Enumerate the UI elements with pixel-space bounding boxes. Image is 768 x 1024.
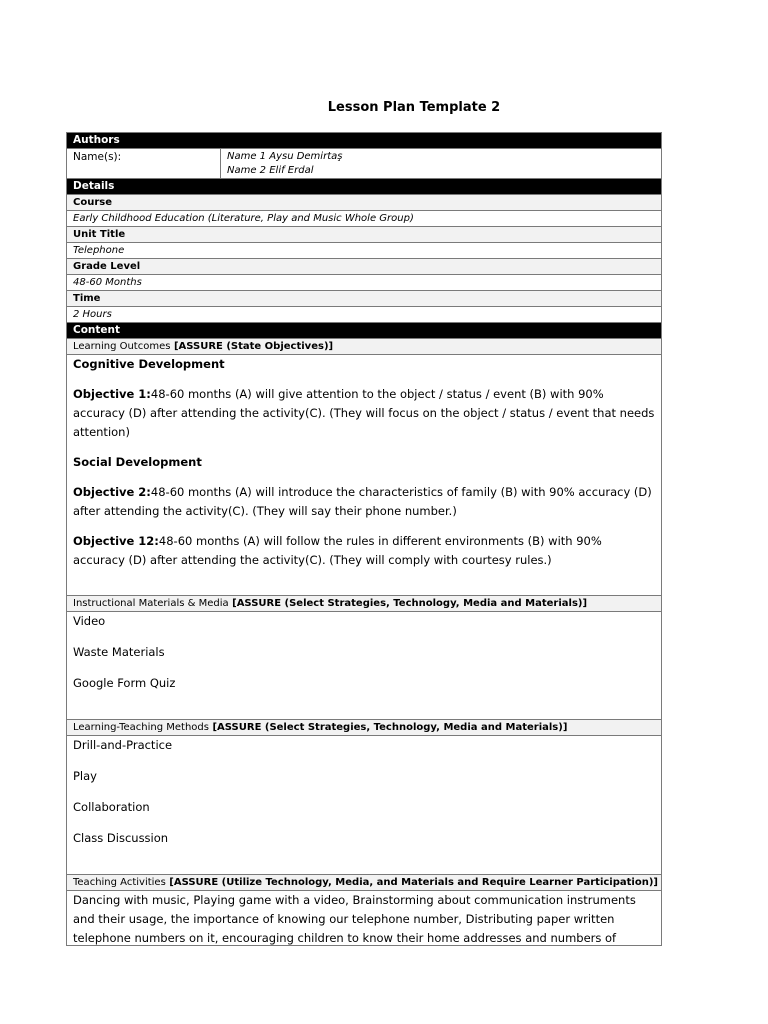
- social-heading: Social Development: [73, 455, 202, 469]
- course-value: Early Childhood Education (Literature, Play and Music Whole Group): [67, 211, 661, 227]
- activities-header: [67, 875, 661, 891]
- unit-title-label: Unit Title: [67, 227, 661, 243]
- materials-label: Instructional Materials & Media: [73, 598, 229, 609]
- objective-2: [73, 483, 655, 521]
- learning-outcomes-block: [67, 355, 661, 596]
- objective-12-label: Objective 12:: [73, 534, 159, 548]
- activities-tag: [ASSURE (Utilize Technology, Media, and Materials and Require Learner Participation)]: [169, 877, 658, 888]
- learning-outcomes-tag: [ASSURE (State Objectives)]: [173, 341, 334, 352]
- objective-12-text: 48-60 months (A) will follow the rules in different environments (B) with 90% accuracy (D) after attending the activity(C). (They will comply with courtesy rules.): [73, 534, 602, 567]
- activities-text: Dancing with music, Playing game with a video, Brainstorming about communication instruments and their usage, the importance of knowing our telephone number, Distributing paper written telephone numbers on it, encouraging children to know their home addresses and numbers of: [73, 893, 636, 945]
- content-header: Content: [67, 323, 661, 339]
- course-label: Course: [67, 195, 661, 211]
- grade-level-label: Grade Level: [67, 259, 661, 275]
- objective-1-label: Objective 1:: [73, 387, 151, 401]
- names-label: Name(s):: [67, 149, 221, 178]
- time-label: Time: [67, 291, 661, 307]
- objective-1: [73, 385, 655, 442]
- lesson-plan-table: [66, 132, 662, 946]
- method-item: Play: [73, 769, 97, 783]
- unit-title-value: Telephone: [67, 243, 661, 259]
- materials-header: [67, 596, 661, 612]
- method-item: Collaboration: [73, 800, 150, 814]
- materials-tag: [ASSURE (Select Strategies, Technology, Media and Materials)]: [232, 598, 588, 609]
- author-names: [221, 149, 342, 178]
- author-name-2: Name 2 Elif Erdal: [227, 165, 314, 176]
- learning-outcomes-label: Learning Outcomes: [73, 341, 171, 352]
- objective-1-text: 48-60 months (A) will give attention to the object / status / event (B) with 90% accuracy (D) after attending the activity(C). (They will focus on the object / status / event that needs attention): [73, 387, 655, 439]
- author-name-1: Name 1 Aysu Demirtaş: [227, 151, 343, 162]
- objective-2-label: Objective 2:: [73, 485, 151, 499]
- objective-2-text: 48-60 months (A) will introduce the characteristics of family (B) with 90% accuracy (D) after attending the activity(C). (They will say their phone number.): [73, 485, 652, 518]
- grade-level-value: 48-60 Months: [67, 275, 661, 291]
- activities-block: [67, 891, 661, 945]
- activities-label: Teaching Activities: [73, 877, 166, 888]
- document-title: Lesson Plan Template 2: [327, 100, 501, 115]
- cognitive-heading: Cognitive Development: [73, 357, 225, 371]
- authors-row: [67, 149, 661, 179]
- materials-block: [67, 612, 661, 720]
- authors-header: Authors: [67, 133, 661, 149]
- methods-header: [67, 720, 661, 736]
- material-item: Video: [73, 614, 106, 628]
- methods-block: [67, 736, 661, 875]
- methods-label: Learning-Teaching Methods: [73, 722, 209, 733]
- methods-tag: [ASSURE (Select Strategies, Technology, Media and Materials)]: [212, 722, 568, 733]
- details-header: Details: [67, 179, 661, 195]
- method-item: Drill-and-Practice: [73, 738, 173, 752]
- material-item: Google Form Quiz: [73, 676, 176, 690]
- material-item: Waste Materials: [73, 645, 165, 659]
- time-value: 2 Hours: [67, 307, 661, 323]
- objective-12: [73, 532, 655, 570]
- learning-outcomes-header: [67, 339, 661, 355]
- method-item: Class Discussion: [73, 831, 169, 845]
